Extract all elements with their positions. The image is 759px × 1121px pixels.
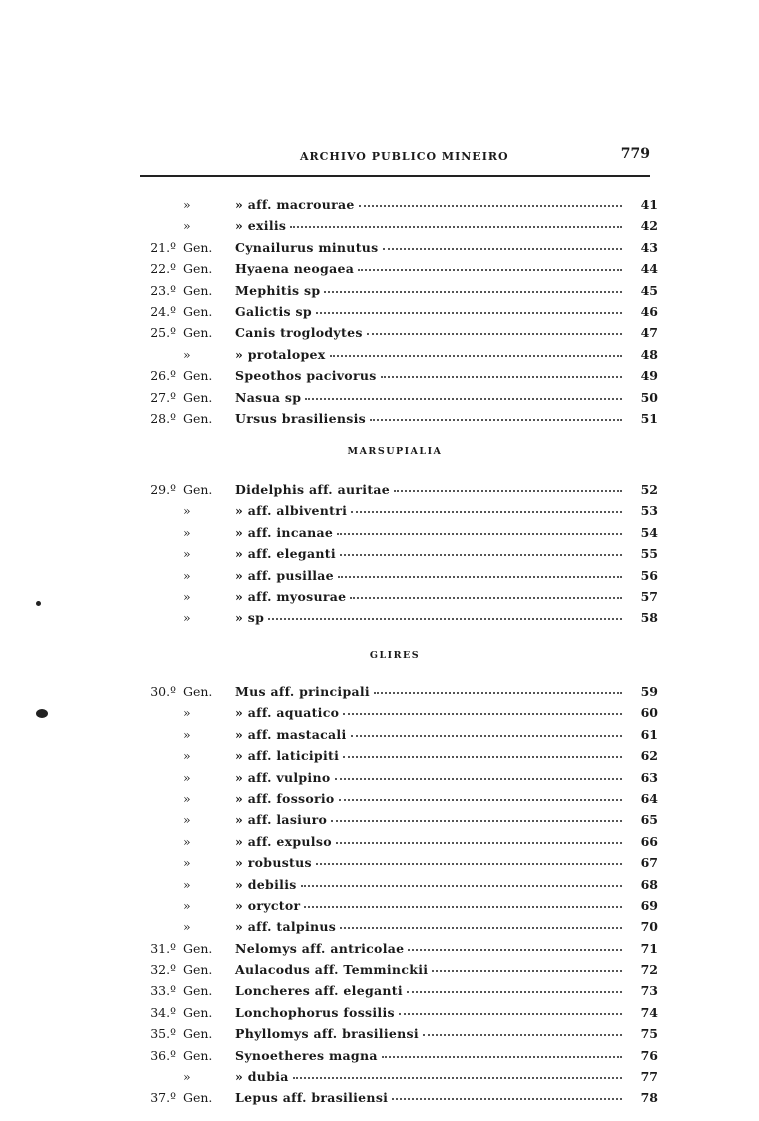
entry-page: 47 xyxy=(640,325,658,341)
index-row xyxy=(138,197,658,218)
running-header xyxy=(140,146,650,170)
entry-name: » aff. myosurae xyxy=(235,588,347,604)
entry-name: Synoetheres magna xyxy=(235,1047,378,1063)
index-row xyxy=(138,962,658,983)
entry-page: 67 xyxy=(640,855,658,871)
entry-genus-marker: » xyxy=(183,833,191,849)
entry-name: Cynailurus minutus xyxy=(235,239,379,255)
entry-name: » dubia xyxy=(235,1069,289,1085)
entry-name: » aff. macrourae xyxy=(235,197,355,212)
entry-name: Loncheres aff. eleganti xyxy=(235,983,403,999)
entry-page: 68 xyxy=(640,876,658,892)
leader-dots xyxy=(324,289,622,293)
entry-genus-marker: Gen. xyxy=(183,325,213,341)
entry-genus-marker: Gen. xyxy=(183,684,213,699)
entry-page: 56 xyxy=(640,567,658,583)
index-row xyxy=(138,240,658,261)
entry-page: 73 xyxy=(640,983,658,999)
entry-genus-marker: Gen. xyxy=(183,1004,213,1020)
entry-page: 50 xyxy=(640,389,658,405)
entry-genus-marker: Gen. xyxy=(183,389,213,405)
entry-number: 25.º xyxy=(150,325,176,341)
entry-page: 66 xyxy=(640,833,658,849)
entry-page: 45 xyxy=(640,282,658,298)
index-row xyxy=(138,684,658,705)
entry-genus-marker: » xyxy=(183,855,191,871)
leader-dots xyxy=(330,353,622,357)
index-row xyxy=(138,1026,658,1047)
leader-dots xyxy=(382,1054,622,1058)
entry-page: 75 xyxy=(640,1026,658,1042)
header-rule xyxy=(140,175,650,177)
entry-genus-marker: Gen. xyxy=(183,410,213,426)
entry-name: » aff. laticipiti xyxy=(235,748,340,764)
index-row xyxy=(138,304,658,325)
entry-genus-marker: » xyxy=(183,769,191,785)
index-row xyxy=(138,941,658,962)
entry-page: 63 xyxy=(640,769,658,785)
entry-name: » aff. pusillae xyxy=(235,567,334,583)
entry-name: » aff. expulso xyxy=(235,833,332,849)
leader-dots xyxy=(394,488,622,492)
index-row xyxy=(138,834,658,855)
entry-number: 21.º xyxy=(150,239,176,255)
leader-dots xyxy=(343,754,622,758)
entry-number: 24.º xyxy=(150,303,176,319)
index-row xyxy=(138,855,658,876)
entry-number: 26.º xyxy=(150,368,176,384)
entry-genus-marker: » xyxy=(183,1069,191,1085)
entry-name: » aff. mastacali xyxy=(235,726,347,742)
index-row xyxy=(138,503,658,524)
index-row xyxy=(138,1069,658,1090)
entry-genus-marker: Gen. xyxy=(183,261,213,277)
leader-dots xyxy=(343,711,622,715)
index-row xyxy=(138,919,658,940)
leader-dots xyxy=(336,840,622,844)
leader-dots xyxy=(340,552,622,556)
index-row xyxy=(138,546,658,567)
header-title: ARCHIVO PUBLICO MINEIRO xyxy=(300,150,509,163)
index-row xyxy=(138,482,658,503)
entry-genus-marker: » xyxy=(183,726,191,742)
entry-page: 61 xyxy=(640,726,658,742)
entry-name: Aulacodus aff. Temminckii xyxy=(235,962,429,978)
entry-name: Galictis sp xyxy=(235,303,312,319)
entry-page: 78 xyxy=(640,1090,658,1106)
index-row xyxy=(138,283,658,304)
index-row xyxy=(138,347,658,368)
entry-page: 55 xyxy=(640,546,658,562)
glires-list xyxy=(138,684,658,1112)
entry-page: 51 xyxy=(640,410,658,426)
index-row xyxy=(138,610,658,631)
entry-number: 27.º xyxy=(150,389,176,405)
leader-dots xyxy=(316,861,622,865)
entry-genus-marker: » xyxy=(183,197,191,212)
leader-dots xyxy=(338,574,622,578)
entry-genus-marker: Gen. xyxy=(183,239,213,255)
leader-dots xyxy=(293,1075,622,1079)
leader-dots xyxy=(331,818,622,822)
entry-page: 43 xyxy=(640,239,658,255)
leader-dots xyxy=(316,310,622,314)
entry-name: » sp xyxy=(235,610,265,626)
leader-dots xyxy=(337,531,622,535)
leader-dots xyxy=(290,224,622,228)
section-heading-marsupialia: MARSUPIALIA xyxy=(347,446,443,457)
entry-number: 30.º xyxy=(150,684,176,699)
entry-name: Mus aff. principali xyxy=(235,684,370,699)
entry-name: » aff. fossorio xyxy=(235,790,335,806)
entry-page: 48 xyxy=(640,346,658,362)
index-row xyxy=(138,791,658,812)
entry-genus-marker: Gen. xyxy=(183,1047,213,1063)
entry-genus-marker: » xyxy=(183,567,191,583)
index-row xyxy=(138,411,658,432)
entry-genus-marker: » xyxy=(183,503,191,519)
entry-genus-marker: Gen. xyxy=(183,940,213,956)
index-row xyxy=(138,525,658,546)
entry-genus-marker: Gen. xyxy=(183,983,213,999)
leader-dots xyxy=(370,417,622,421)
entry-genus-marker: » xyxy=(183,524,191,540)
entry-name: » aff. albiventri xyxy=(235,503,348,519)
entry-name: Hyaena neogaea xyxy=(235,261,355,277)
entry-genus-marker: Gen. xyxy=(183,1026,213,1042)
leader-dots xyxy=(350,595,622,599)
leader-dots xyxy=(374,690,622,694)
entry-name: » aff. vulpino xyxy=(235,769,331,785)
leader-dots xyxy=(399,1011,622,1015)
entry-page: 60 xyxy=(640,705,658,721)
section-heading-glires: GLIRES xyxy=(369,650,421,661)
entry-genus-marker: » xyxy=(183,705,191,721)
leader-dots xyxy=(367,331,622,335)
entry-page: 54 xyxy=(640,524,658,540)
entry-genus-marker: » xyxy=(183,812,191,828)
entry-page: 77 xyxy=(640,1069,658,1085)
entry-name: » aff. eleganti xyxy=(235,546,336,562)
leader-dots xyxy=(381,374,622,378)
leader-dots xyxy=(301,883,622,887)
entry-name: Canis troglodytes xyxy=(235,325,363,341)
entry-number: 37.º xyxy=(150,1090,176,1106)
entry-page: 41 xyxy=(640,197,658,212)
entry-page: 53 xyxy=(640,503,658,519)
entry-number: 22.º xyxy=(150,261,176,277)
leader-dots xyxy=(351,509,622,513)
index-row xyxy=(138,218,658,239)
index-row xyxy=(138,983,658,1004)
entry-name: » debilis xyxy=(235,876,297,892)
entry-genus-marker: » xyxy=(183,919,191,935)
entry-number: 29.º xyxy=(150,482,176,497)
index-row xyxy=(138,1090,658,1111)
entry-name: Lonchophorus fossilis xyxy=(235,1004,395,1020)
carnivora-list xyxy=(138,197,658,432)
entry-page: 52 xyxy=(640,482,658,497)
entry-name: Nelomys aff. antricolae xyxy=(235,940,405,956)
entry-number: 28.º xyxy=(150,410,176,426)
leader-dots xyxy=(408,947,622,951)
index-row xyxy=(138,748,658,769)
entry-number: 31.º xyxy=(150,940,176,956)
entry-name: » oryctor xyxy=(235,897,301,913)
entry-name: » protalopex xyxy=(235,346,326,362)
entry-page: 76 xyxy=(640,1047,658,1063)
index-row xyxy=(138,589,658,610)
entry-genus-marker: Gen. xyxy=(183,482,213,497)
index-row xyxy=(138,705,658,726)
entry-number: 32.º xyxy=(150,962,176,978)
entry-name: » aff. talpinus xyxy=(235,919,337,935)
entry-page: 49 xyxy=(640,368,658,384)
entry-genus-marker: Gen. xyxy=(183,282,213,298)
index-row xyxy=(138,1005,658,1026)
entry-genus-marker: » xyxy=(183,218,191,234)
entry-page: 62 xyxy=(640,748,658,764)
entry-number: 34.º xyxy=(150,1004,176,1020)
index-row xyxy=(138,877,658,898)
leader-dots xyxy=(339,797,622,801)
entry-name: Speothos pacivorus xyxy=(235,368,377,384)
entry-page: 65 xyxy=(640,812,658,828)
entry-genus-marker: » xyxy=(183,346,191,362)
entry-name: » exilis xyxy=(235,218,287,234)
entry-name: Lepus aff. brasiliensi xyxy=(235,1090,389,1106)
entry-genus-marker: » xyxy=(183,790,191,806)
entry-page: 58 xyxy=(640,610,658,626)
leader-dots xyxy=(358,267,622,271)
leader-dots xyxy=(423,1032,622,1036)
entry-page: 59 xyxy=(640,684,658,699)
entry-genus-marker: Gen. xyxy=(183,368,213,384)
entry-page: 74 xyxy=(640,1004,658,1020)
entry-number: 33.º xyxy=(150,983,176,999)
leader-dots xyxy=(383,246,622,250)
entry-name: » robustus xyxy=(235,855,312,871)
ink-spot xyxy=(36,709,48,718)
entry-page: 44 xyxy=(640,261,658,277)
entry-page: 42 xyxy=(640,218,658,234)
leader-dots xyxy=(268,616,622,620)
index-row xyxy=(138,368,658,389)
entry-name: Didelphis aff. auritae xyxy=(235,482,391,497)
entry-genus-marker: Gen. xyxy=(183,962,213,978)
entry-name: » aff. lasiuro xyxy=(235,812,328,828)
entry-page: 69 xyxy=(640,897,658,913)
entry-genus-marker: Gen. xyxy=(183,1090,213,1106)
leader-dots xyxy=(392,1096,622,1100)
entry-page: 70 xyxy=(640,919,658,935)
index-row xyxy=(138,727,658,748)
entry-page: 46 xyxy=(640,303,658,319)
entry-page: 57 xyxy=(640,588,658,604)
entry-genus-marker: » xyxy=(183,748,191,764)
index-row xyxy=(138,568,658,589)
index-row xyxy=(138,390,658,411)
entry-genus-marker: » xyxy=(183,876,191,892)
leader-dots xyxy=(359,203,622,207)
entry-name: Ursus brasiliensis xyxy=(235,410,366,426)
index-row xyxy=(138,770,658,791)
entry-genus-marker: » xyxy=(183,546,191,562)
leader-dots xyxy=(432,968,622,972)
entry-genus-marker: » xyxy=(183,897,191,913)
entry-number: 36.º xyxy=(150,1047,176,1063)
index-row xyxy=(138,1048,658,1069)
entry-name: » aff. aquatico xyxy=(235,705,340,721)
leader-dots xyxy=(335,776,622,780)
entry-name: Phyllomys aff. brasiliensi xyxy=(235,1026,419,1042)
entry-genus-marker: » xyxy=(183,588,191,604)
index-row xyxy=(138,898,658,919)
ink-spot xyxy=(36,601,41,606)
leader-dots xyxy=(407,989,622,993)
index-row xyxy=(138,812,658,833)
entry-genus-marker: » xyxy=(183,610,191,626)
entry-name: Nasua sp xyxy=(235,389,302,405)
index-row xyxy=(138,261,658,282)
marsupialia-list xyxy=(138,482,658,632)
entry-number: 23.º xyxy=(150,282,176,298)
leader-dots xyxy=(351,733,622,737)
entry-page: 64 xyxy=(640,790,658,806)
leader-dots xyxy=(305,396,622,400)
page-number: 779 xyxy=(620,146,650,162)
entry-page: 71 xyxy=(640,940,658,956)
entry-genus-marker: Gen. xyxy=(183,303,213,319)
entry-name: Mephitis sp xyxy=(235,282,321,298)
entry-number: 35.º xyxy=(150,1026,176,1042)
entry-page: 72 xyxy=(640,962,658,978)
entry-name: » aff. incanae xyxy=(235,524,334,540)
leader-dots xyxy=(340,925,622,929)
leader-dots xyxy=(304,904,622,908)
index-row xyxy=(138,325,658,346)
